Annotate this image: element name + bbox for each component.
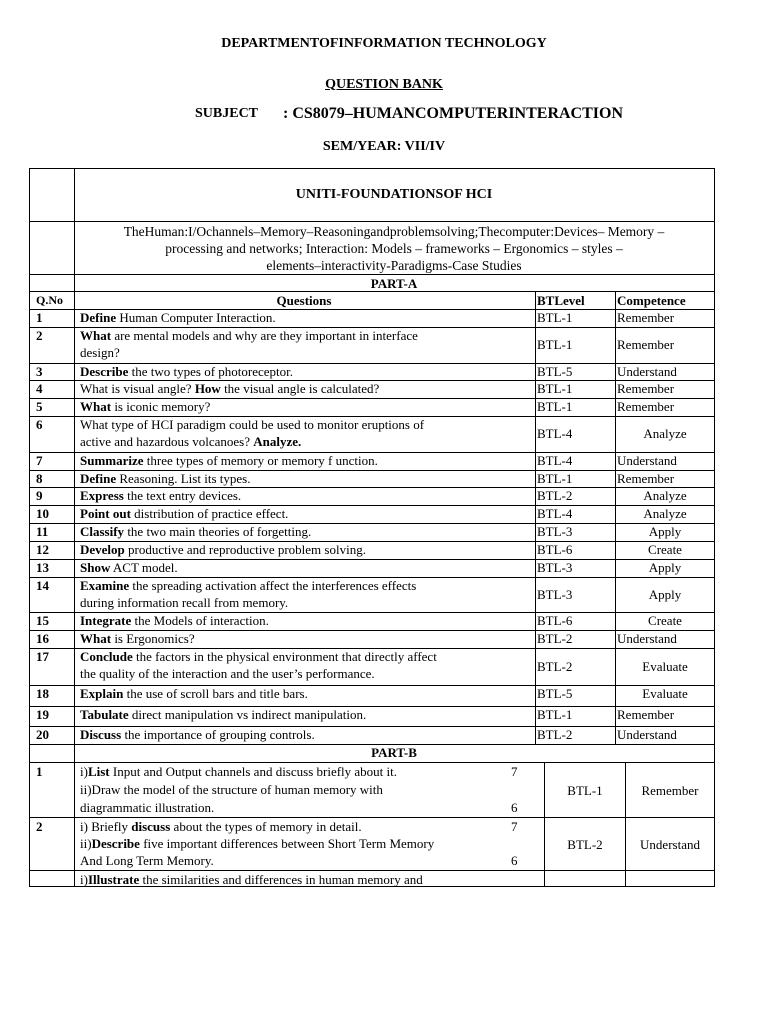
competence: Remember bbox=[617, 381, 675, 396]
part-b-competence: Understand bbox=[640, 837, 700, 852]
question-number: 10 bbox=[36, 506, 49, 521]
question-number: 15 bbox=[36, 613, 49, 628]
part-b-btlevel: BTL-2 bbox=[567, 837, 603, 852]
subject-value: : CS8079–HUMANCOMPUTERINTERACTION bbox=[283, 105, 624, 122]
unit-syllabus-line-1: TheHuman:I/Ochannels–Memory–Reasoningandproblemsolving;Thecomputer:Devices– Memory – bbox=[123, 224, 665, 239]
bt-level: BTL-2 bbox=[537, 659, 573, 674]
department-title: DEPARTMENTOFINFORMATION TECHNOLOGY bbox=[221, 36, 547, 51]
bt-level: BTL-2 bbox=[537, 631, 573, 646]
bt-level: BTL-1 bbox=[537, 381, 573, 396]
text-segment: i) bbox=[80, 872, 88, 887]
part-b-question-line bbox=[80, 871, 423, 888]
competence: Remember bbox=[617, 399, 675, 414]
text-segment: ii) bbox=[80, 836, 92, 851]
question-keyword: Describe bbox=[91, 836, 140, 851]
question-text: What are mental models and why are they important in interface design? bbox=[80, 328, 418, 360]
question-number: 20 bbox=[36, 727, 49, 742]
part-b-competence: Remember bbox=[641, 783, 699, 798]
grid-line-v bbox=[714, 168, 715, 887]
subject-label: SUBJECT bbox=[195, 106, 259, 121]
competence: Evaluate bbox=[642, 659, 688, 674]
unit-syllabus-line-3: elements–interactivity-Paradigms-Case Studies bbox=[266, 258, 522, 273]
question-number: 3 bbox=[36, 364, 43, 379]
bt-level: BTL-3 bbox=[537, 524, 573, 539]
grid-line-v bbox=[625, 762, 626, 887]
part-b-marks: 7 bbox=[511, 819, 518, 834]
part-b-marks: 6 bbox=[511, 800, 518, 815]
question-number: 17 bbox=[36, 649, 49, 664]
question-text: What type of HCI paradigm could be used to monitor eruptions of active and hazardous volcanoes? Analyze. bbox=[80, 417, 425, 449]
question-text: What is visual angle? How the visual angle is calculated? bbox=[80, 381, 380, 396]
question-keyword: discuss bbox=[131, 819, 171, 834]
competence: Understand bbox=[617, 364, 677, 379]
question-text: Examine the spreading activation affect the interferences effects during information recall from memory. bbox=[80, 578, 417, 610]
question-keyword: Illustrate bbox=[87, 872, 140, 887]
competence: Remember bbox=[617, 471, 675, 486]
part-b-title: PART-B bbox=[371, 745, 417, 760]
question-bank-title: QUESTION BANK bbox=[325, 77, 443, 92]
question-number: 9 bbox=[36, 488, 43, 503]
part-b-marks: 7 bbox=[511, 764, 518, 779]
col-questions-header: Questions bbox=[276, 293, 332, 308]
competence: Create bbox=[648, 542, 682, 557]
part-b-question-line bbox=[80, 835, 434, 852]
bt-level: BTL-3 bbox=[537, 560, 573, 575]
question-number: 11 bbox=[36, 524, 49, 539]
question-number: 14 bbox=[36, 578, 49, 593]
question-text: Point out distribution of practice effect. bbox=[80, 506, 289, 521]
part-b-question-line: diagrammatic illustration. bbox=[80, 800, 215, 815]
question-number: 5 bbox=[36, 399, 43, 414]
question-number: 8 bbox=[36, 471, 43, 486]
competence: Remember bbox=[617, 310, 675, 325]
part-b-question-line: And Long Term Memory. bbox=[80, 853, 214, 868]
question-number: 16 bbox=[36, 631, 49, 646]
question-text: Integrate the Models of interaction. bbox=[80, 613, 269, 628]
question-text: Define Reasoning. List its types. bbox=[80, 471, 251, 486]
question-text: Conclude the factors in the physical environment that directly affect the quality of the interaction and the user’s performance. bbox=[80, 649, 437, 681]
part-b-marks: 6 bbox=[511, 853, 518, 868]
question-number: 12 bbox=[36, 542, 49, 557]
bt-level: BTL-1 bbox=[537, 310, 573, 325]
question-number: 6 bbox=[36, 417, 43, 432]
bt-level: BTL-5 bbox=[537, 364, 573, 379]
competence: Understand bbox=[617, 727, 677, 742]
bt-level: BTL-4 bbox=[537, 426, 573, 441]
text-segment: i) Briefly bbox=[80, 819, 132, 834]
bt-level: BTL-1 bbox=[537, 399, 573, 414]
question-text: Discuss the importance of grouping controls. bbox=[80, 727, 315, 742]
part-b-qno: 1 bbox=[36, 764, 43, 779]
question-number: 2 bbox=[36, 328, 43, 343]
question-number: 4 bbox=[36, 381, 43, 396]
question-text: Classify the two main theories of forgetting. bbox=[80, 524, 312, 539]
text-segment: about the types of memory in detail. bbox=[170, 819, 362, 834]
competence: Apply bbox=[648, 587, 682, 602]
bt-level: BTL-1 bbox=[537, 471, 573, 486]
competence: Analyze bbox=[643, 426, 687, 441]
competence: Apply bbox=[648, 560, 682, 575]
col-qno-header: Q.No bbox=[36, 293, 63, 307]
sem-year: SEM/YEAR: VII/IV bbox=[322, 139, 446, 154]
question-text: Develop productive and reproductive problem solving. bbox=[80, 542, 366, 557]
part-b-question-line bbox=[80, 818, 362, 835]
question-number: 7 bbox=[36, 453, 43, 468]
competence: Create bbox=[648, 613, 682, 628]
question-text: Describe the two types of photoreceptor. bbox=[80, 364, 294, 379]
unit-syllabus-line-2: processing and networks; Interaction: Models – frameworks – Ergonomics – styles – bbox=[165, 241, 623, 256]
bt-level: BTL-4 bbox=[537, 506, 573, 521]
unit-title: UNITI-FOUNDATIONSOF HCI bbox=[295, 187, 493, 202]
grid-line-v bbox=[535, 291, 536, 745]
part-a-title: PART-A bbox=[370, 276, 418, 291]
question-number: 1 bbox=[36, 310, 43, 325]
bt-level: BTL-2 bbox=[537, 727, 573, 742]
grid-line-h bbox=[29, 221, 715, 222]
competence: Understand bbox=[617, 631, 677, 646]
competence: Analyze bbox=[643, 488, 687, 503]
competence: Remember bbox=[617, 707, 675, 722]
question-text: Tabulate direct manipulation vs indirect manipulation. bbox=[80, 707, 367, 722]
part-b-question-line bbox=[80, 763, 397, 780]
grid-line-v bbox=[544, 762, 545, 887]
question-text: Express the text entry devices. bbox=[80, 488, 242, 503]
question-text: Define Human Computer Interaction. bbox=[80, 310, 276, 325]
text-segment: the similarities and differences in human memory and bbox=[139, 872, 423, 887]
question-text: What is iconic memory? bbox=[80, 399, 211, 414]
part-b-qno: 2 bbox=[36, 819, 43, 834]
competence: Understand bbox=[617, 453, 677, 468]
text-segment: five important differences between Short Term Memory bbox=[139, 836, 435, 851]
competence: Evaluate bbox=[642, 686, 688, 701]
part-b-btlevel: BTL-1 bbox=[567, 783, 603, 798]
bt-level: BTL-6 bbox=[537, 542, 573, 557]
col-competence-header: Competence bbox=[617, 293, 686, 308]
competence: Remember bbox=[617, 337, 675, 352]
question-text: Explain the use of scroll bars and title bars. bbox=[80, 686, 308, 701]
question-number: 13 bbox=[36, 560, 49, 575]
question-text: Show ACT model. bbox=[80, 560, 178, 575]
bt-level: BTL-3 bbox=[537, 587, 573, 602]
bt-level: BTL-2 bbox=[537, 488, 573, 503]
grid-line-h bbox=[29, 168, 715, 169]
part-b-question-line: ii)Draw the model of the structure of human memory with bbox=[80, 782, 383, 797]
bt-level: BTL-6 bbox=[537, 613, 573, 628]
grid-line-v bbox=[29, 168, 30, 887]
bt-level: BTL-4 bbox=[537, 453, 573, 468]
col-btlevel-header: BTLevel bbox=[537, 293, 585, 308]
question-number: 19 bbox=[36, 707, 49, 722]
question-text: Summarize three types of memory or memory f unction. bbox=[80, 453, 378, 468]
bt-level: BTL-1 bbox=[537, 337, 573, 352]
question-number: 18 bbox=[36, 686, 49, 701]
text-segment: Input and Output channels and discuss briefly about it. bbox=[109, 764, 398, 779]
question-keyword: List bbox=[87, 764, 110, 779]
bt-level: BTL-5 bbox=[537, 686, 573, 701]
text-segment: i) bbox=[80, 764, 88, 779]
question-text: What is Ergonomics? bbox=[80, 631, 195, 646]
competence: Apply bbox=[648, 524, 682, 539]
bt-level: BTL-1 bbox=[537, 707, 573, 722]
competence: Analyze bbox=[643, 506, 687, 521]
